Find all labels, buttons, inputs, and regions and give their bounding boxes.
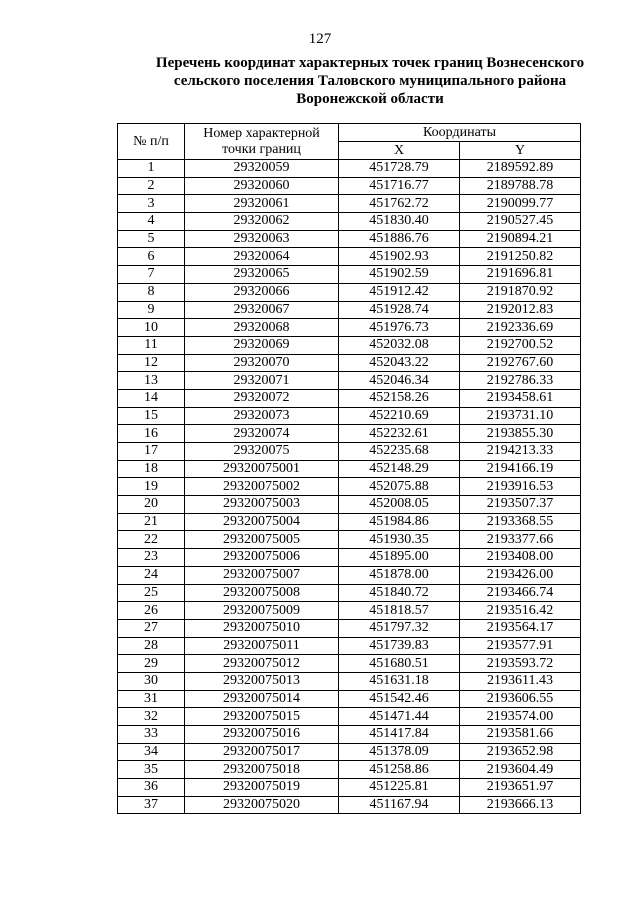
cell-x: 451818.57 [339, 602, 460, 620]
cell-y: 2193368.55 [460, 513, 581, 531]
table-row [118, 407, 581, 425]
cell-row-number: 5 [118, 230, 185, 248]
cell-y: 2193731.10 [460, 407, 581, 425]
table-row [118, 230, 581, 248]
cell-point-number: 29320069 [185, 336, 339, 354]
table-row [118, 425, 581, 443]
header-point-number [185, 124, 339, 160]
cell-x: 452210.69 [339, 407, 460, 425]
cell-row-number: 7 [118, 266, 185, 284]
table-row [118, 248, 581, 266]
cell-row-number: 34 [118, 743, 185, 761]
cell-x: 452043.22 [339, 354, 460, 372]
cell-x: 451912.42 [339, 283, 460, 301]
cell-row-number: 33 [118, 726, 185, 744]
table-row [118, 443, 581, 461]
cell-y: 2193652.98 [460, 743, 581, 761]
cell-point-number: 29320067 [185, 301, 339, 319]
header-row-number: № п/п [118, 124, 185, 160]
table-row [118, 743, 581, 761]
cell-point-number: 29320075016 [185, 726, 339, 744]
cell-x: 451378.09 [339, 743, 460, 761]
cell-point-number: 29320074 [185, 425, 339, 443]
cell-x: 451984.86 [339, 513, 460, 531]
document-title [100, 54, 640, 108]
table-row [118, 566, 581, 584]
title-line-1: Перечень координат характерных точек границ Вознесенского [155, 55, 585, 71]
cell-point-number: 29320059 [185, 160, 339, 178]
table-body [118, 160, 581, 814]
cell-row-number: 15 [118, 407, 185, 425]
table-row [118, 195, 581, 213]
cell-row-number: 12 [118, 354, 185, 372]
table-row [118, 478, 581, 496]
cell-point-number: 29320066 [185, 283, 339, 301]
table-row [118, 177, 581, 195]
table-row [118, 690, 581, 708]
cell-row-number: 32 [118, 708, 185, 726]
cell-x: 451225.81 [339, 779, 460, 797]
cell-y: 2189788.78 [460, 177, 581, 195]
cell-row-number: 31 [118, 690, 185, 708]
cell-row-number: 18 [118, 460, 185, 478]
table-row [118, 779, 581, 797]
cell-y: 2191870.92 [460, 283, 581, 301]
cell-x: 451471.44 [339, 708, 460, 726]
table-row [118, 354, 581, 372]
cell-y: 2193666.13 [460, 796, 581, 814]
cell-x: 451258.86 [339, 761, 460, 779]
cell-point-number: 29320060 [185, 177, 339, 195]
table-row [118, 460, 581, 478]
cell-row-number: 10 [118, 319, 185, 337]
cell-x: 451886.76 [339, 230, 460, 248]
cell-x: 451930.35 [339, 531, 460, 549]
cell-y: 2193377.66 [460, 531, 581, 549]
cell-point-number: 29320075017 [185, 743, 339, 761]
cell-row-number: 23 [118, 549, 185, 567]
header-coordinates: Координаты [339, 124, 581, 142]
cell-y: 2191696.81 [460, 266, 581, 284]
cell-x: 452232.61 [339, 425, 460, 443]
cell-row-number: 13 [118, 372, 185, 390]
cell-row-number: 30 [118, 672, 185, 690]
cell-point-number: 29320075014 [185, 690, 339, 708]
cell-point-number: 29320068 [185, 319, 339, 337]
cell-point-number: 29320075007 [185, 566, 339, 584]
table-row [118, 761, 581, 779]
cell-point-number: 29320062 [185, 213, 339, 231]
cell-y: 2193611.43 [460, 672, 581, 690]
table-row [118, 726, 581, 744]
cell-point-number: 29320075003 [185, 496, 339, 514]
title-line-3: Воронежской области [296, 91, 444, 107]
cell-x: 451631.18 [339, 672, 460, 690]
cell-y: 2193516.42 [460, 602, 581, 620]
cell-point-number: 29320070 [185, 354, 339, 372]
table-row [118, 672, 581, 690]
cell-row-number: 6 [118, 248, 185, 266]
cell-y: 2192786.33 [460, 372, 581, 390]
cell-x: 451830.40 [339, 213, 460, 231]
table-row [118, 372, 581, 390]
cell-point-number: 29320075011 [185, 637, 339, 655]
cell-y: 2193574.00 [460, 708, 581, 726]
cell-x: 452032.08 [339, 336, 460, 354]
cell-point-number: 29320075015 [185, 708, 339, 726]
cell-row-number: 8 [118, 283, 185, 301]
cell-y: 2193507.37 [460, 496, 581, 514]
coordinates-table [117, 123, 581, 814]
cell-x: 451902.59 [339, 266, 460, 284]
table-row [118, 160, 581, 178]
cell-row-number: 19 [118, 478, 185, 496]
cell-x: 451542.46 [339, 690, 460, 708]
cell-row-number: 27 [118, 619, 185, 637]
cell-y: 2193855.30 [460, 425, 581, 443]
cell-row-number: 25 [118, 584, 185, 602]
cell-row-number: 29 [118, 655, 185, 673]
cell-y: 2190527.45 [460, 213, 581, 231]
cell-y: 2193426.00 [460, 566, 581, 584]
cell-point-number: 29320075 [185, 443, 339, 461]
header-y: Y [460, 142, 581, 160]
cell-point-number: 29320073 [185, 407, 339, 425]
cell-y: 2193458.61 [460, 389, 581, 407]
cell-x: 451716.77 [339, 177, 460, 195]
cell-point-number: 29320064 [185, 248, 339, 266]
cell-x: 451680.51 [339, 655, 460, 673]
cell-row-number: 37 [118, 796, 185, 814]
table-row [118, 796, 581, 814]
cell-x: 451167.94 [339, 796, 460, 814]
cell-x: 452075.88 [339, 478, 460, 496]
cell-y: 2192012.83 [460, 301, 581, 319]
table-row [118, 584, 581, 602]
cell-point-number: 29320075005 [185, 531, 339, 549]
cell-y: 2193606.55 [460, 690, 581, 708]
cell-point-number: 29320075018 [185, 761, 339, 779]
cell-point-number: 29320072 [185, 389, 339, 407]
cell-point-number: 29320075001 [185, 460, 339, 478]
cell-y: 2193604.49 [460, 761, 581, 779]
table-row [118, 513, 581, 531]
cell-y: 2193577.91 [460, 637, 581, 655]
cell-y: 2194213.33 [460, 443, 581, 461]
table-row [118, 389, 581, 407]
cell-row-number: 2 [118, 177, 185, 195]
cell-y: 2192336.69 [460, 319, 581, 337]
title-line-2: сельского поселения Таловского муниципального района [173, 73, 567, 89]
cell-y: 2194166.19 [460, 460, 581, 478]
cell-y: 2193581.66 [460, 726, 581, 744]
cell-point-number: 29320075010 [185, 619, 339, 637]
cell-point-number: 29320075006 [185, 549, 339, 567]
cell-row-number: 3 [118, 195, 185, 213]
cell-row-number: 4 [118, 213, 185, 231]
cell-point-number: 29320065 [185, 266, 339, 284]
cell-x: 451762.72 [339, 195, 460, 213]
cell-point-number: 29320075020 [185, 796, 339, 814]
cell-row-number: 16 [118, 425, 185, 443]
cell-x: 451878.00 [339, 566, 460, 584]
cell-row-number: 24 [118, 566, 185, 584]
cell-y: 2190099.77 [460, 195, 581, 213]
cell-point-number: 29320061 [185, 195, 339, 213]
cell-point-number: 29320075002 [185, 478, 339, 496]
table-row [118, 708, 581, 726]
table-row [118, 637, 581, 655]
table-row [118, 655, 581, 673]
table-row [118, 619, 581, 637]
cell-x: 451895.00 [339, 549, 460, 567]
cell-x: 451728.79 [339, 160, 460, 178]
cell-point-number: 29320075008 [185, 584, 339, 602]
table-row [118, 319, 581, 337]
cell-row-number: 20 [118, 496, 185, 514]
table-row [118, 336, 581, 354]
cell-y: 2192700.52 [460, 336, 581, 354]
table-row [118, 549, 581, 567]
table-row [118, 283, 581, 301]
cell-y: 2193408.00 [460, 549, 581, 567]
cell-row-number: 17 [118, 443, 185, 461]
cell-x: 452158.26 [339, 389, 460, 407]
cell-row-number: 1 [118, 160, 185, 178]
cell-y: 2189592.89 [460, 160, 581, 178]
cell-x: 452046.34 [339, 372, 460, 390]
cell-y: 2193916.53 [460, 478, 581, 496]
header-point-line-2: точки границ [222, 141, 301, 157]
cell-x: 451902.93 [339, 248, 460, 266]
cell-y: 2191250.82 [460, 248, 581, 266]
table-row [118, 266, 581, 284]
cell-row-number: 11 [118, 336, 185, 354]
table-row [118, 213, 581, 231]
cell-point-number: 29320075013 [185, 672, 339, 690]
page-number: 127 [308, 31, 332, 47]
table-row [118, 602, 581, 620]
table-row [118, 496, 581, 514]
cell-row-number: 35 [118, 761, 185, 779]
cell-x: 451976.73 [339, 319, 460, 337]
cell-point-number: 29320075019 [185, 779, 339, 797]
cell-row-number: 21 [118, 513, 185, 531]
cell-y: 2192767.60 [460, 354, 581, 372]
table-row [118, 301, 581, 319]
cell-y: 2193466.74 [460, 584, 581, 602]
cell-point-number: 29320075012 [185, 655, 339, 673]
header-point-line-1: Номер характерной [203, 125, 320, 141]
cell-x: 452235.68 [339, 443, 460, 461]
cell-point-number: 29320075009 [185, 602, 339, 620]
cell-x: 451417.84 [339, 726, 460, 744]
cell-y: 2190894.21 [460, 230, 581, 248]
cell-y: 2193593.72 [460, 655, 581, 673]
cell-x: 451739.83 [339, 637, 460, 655]
cell-x: 451840.72 [339, 584, 460, 602]
cell-x: 451797.32 [339, 619, 460, 637]
cell-row-number: 14 [118, 389, 185, 407]
cell-row-number: 36 [118, 779, 185, 797]
cell-y: 2193651.97 [460, 779, 581, 797]
cell-x: 452008.05 [339, 496, 460, 514]
cell-point-number: 29320075004 [185, 513, 339, 531]
header-x: X [339, 142, 460, 160]
cell-row-number: 28 [118, 637, 185, 655]
cell-x: 452148.29 [339, 460, 460, 478]
table-row [118, 531, 581, 549]
cell-x: 451928.74 [339, 301, 460, 319]
cell-row-number: 26 [118, 602, 185, 620]
cell-row-number: 22 [118, 531, 185, 549]
cell-point-number: 29320071 [185, 372, 339, 390]
cell-point-number: 29320063 [185, 230, 339, 248]
cell-row-number: 9 [118, 301, 185, 319]
cell-y: 2193564.17 [460, 619, 581, 637]
table-header [118, 124, 581, 160]
